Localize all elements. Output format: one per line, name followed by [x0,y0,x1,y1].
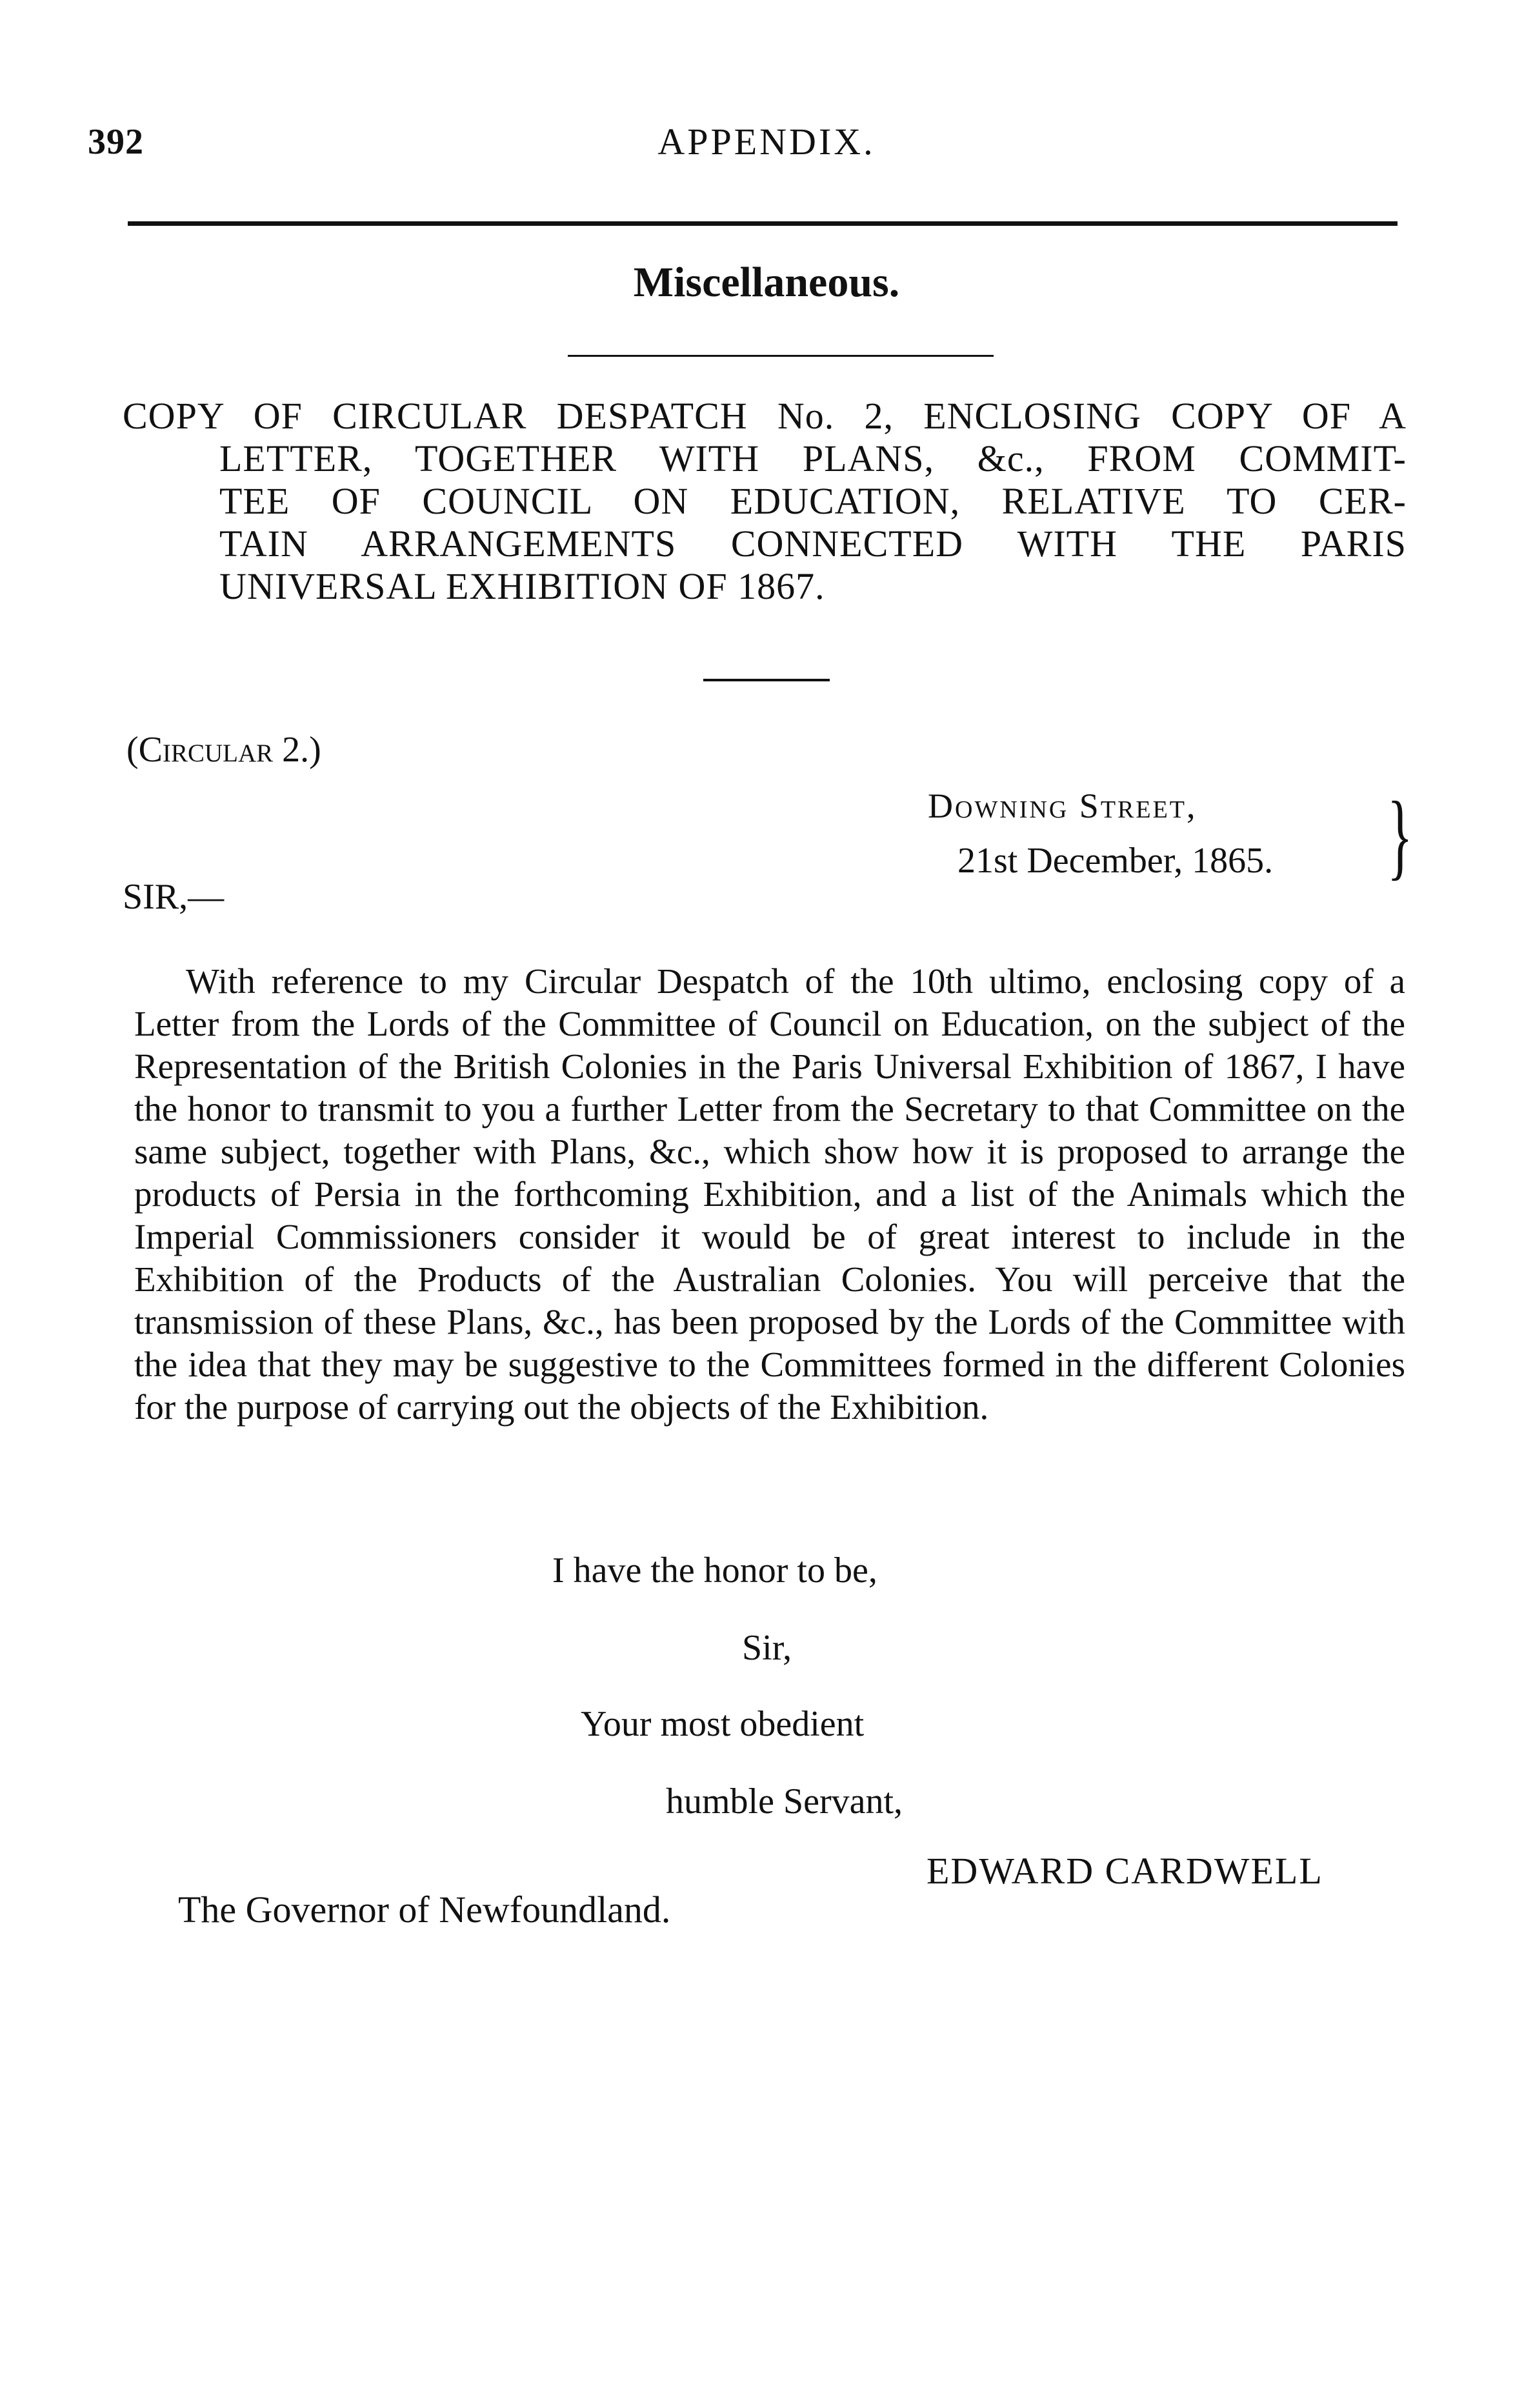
section-title: Miscellaneous. [633,259,900,306]
heading-divider [703,679,830,681]
running-head: APPENDIX. [657,121,876,163]
heading-line: TEE OF COUNCIL ON EDUCATION, RELATIVE TO CER- [219,480,1407,522]
closing-line: humble Servant, [666,1781,903,1821]
section-divider [568,355,994,357]
closing-line: I have the honor to be, [552,1550,877,1590]
page-number: 392 [88,122,144,162]
header-rule [128,221,1398,226]
document-heading [123,395,1407,608]
address-street: Downing Street, [928,787,1197,825]
heading-line: TAIN ARRANGEMENTS CONNECTED WITH THE PARIS [219,523,1407,565]
salutation: SIR,— [123,877,225,917]
heading-line: LETTER, TOGETHER WITH PLANS, &c., FROM COMMIT- [219,437,1407,479]
heading-line: UNIVERSAL EXHIBITION OF 1867. [219,565,825,607]
letter-body: With reference to my Circular Despatch of the 10th ultimo, enclosing copy of a Letter from the Lords of the Committee of Council on Education, on the subject of the Representation of the British Colonies in the Paris Universal Exhibition of 1867, I have the honor to transmit to you a further Letter from the Secretary to that Committee on the same subject, together with Plans, &c., which show how it is proposed to arrange the products of Persia in the forthcoming Exhibition, and a list of the Animals which the Imperial Commissioners consider it would be of great interest to include in the Exhibition of the Products of the Australian Colonies. You will perceive that the transmission of these Plans, &c., has been proposed by the Lords of the Committee with the idea that they may be suggestive to the Committees formed in the different Colonies for the purpose of carrying out the objects of the Exhibition. [134,961,1405,1427]
closing-line: Your most obedient [581,1704,865,1744]
addressee: The Governor of Newfoundland. [178,1889,671,1931]
address-brace: } [1387,782,1413,889]
closing-line: Sir, [742,1628,792,1668]
signatory: EDWARD CARDWELL [927,1850,1323,1892]
heading-line: COPY OF CIRCULAR DESPATCH No. 2, ENCLOSING COPY OF A [123,395,1407,437]
address-date: 21st December, 1865. [957,841,1274,881]
circular-label: (Circular 2.) [126,730,321,770]
